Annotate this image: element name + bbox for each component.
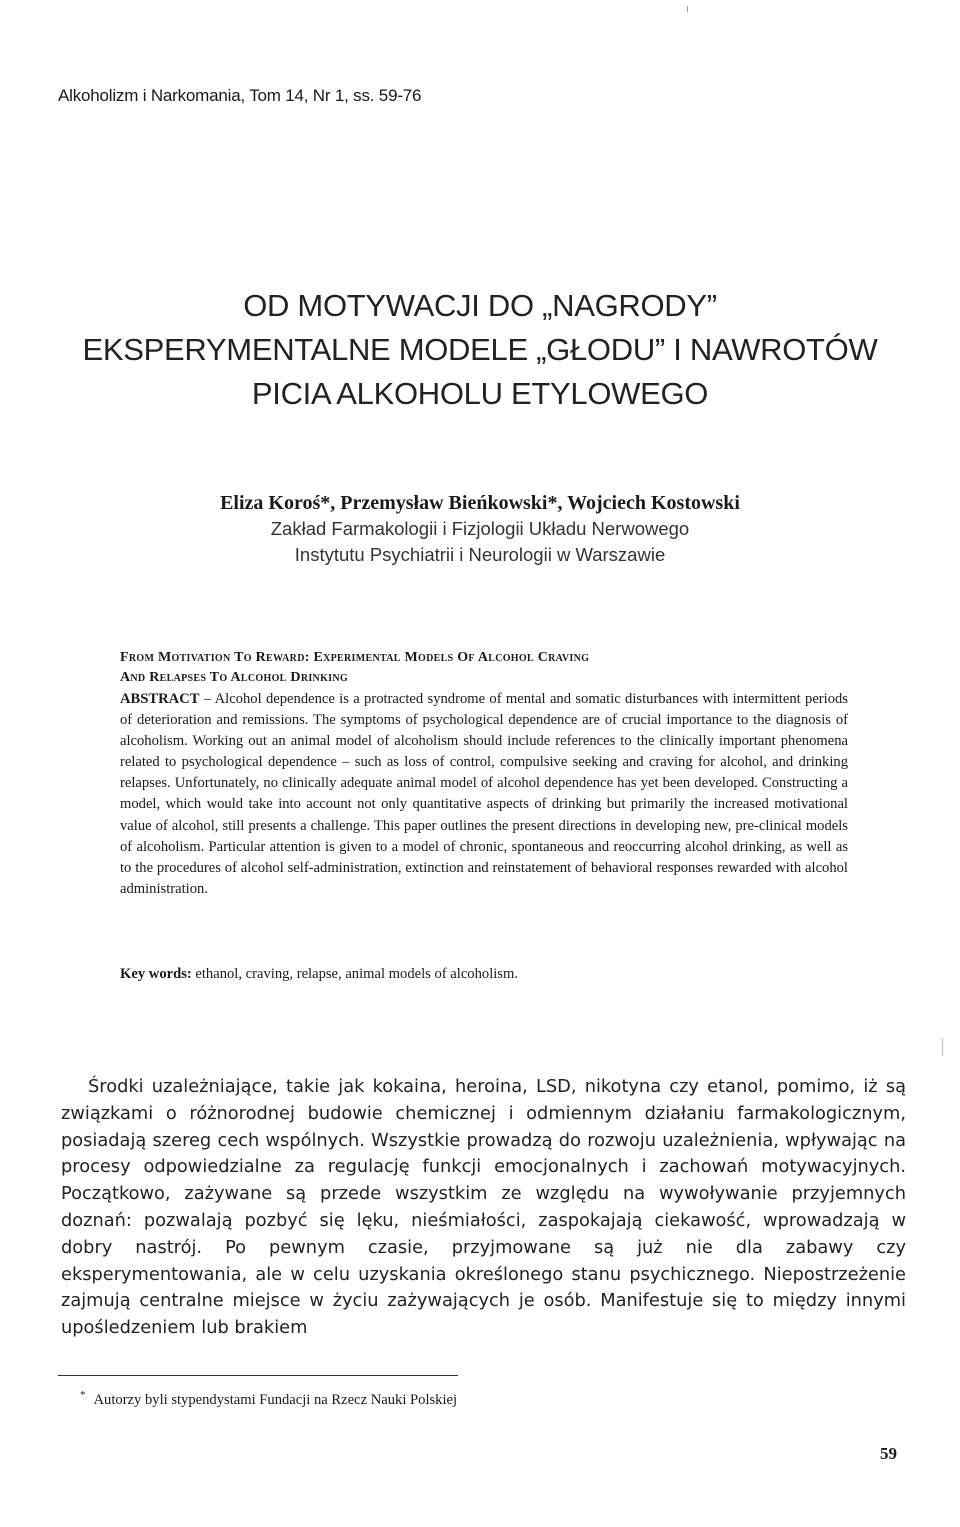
affiliation-line-1: Zakład Farmakologii i Fizjologii Układu Nerwowego (270, 518, 690, 539)
footnote (80, 1389, 458, 1409)
author-names: Eliza Koroś*, Przemysław Bieńkowski*, Wojciech Kostowski (220, 492, 740, 514)
english-title (120, 648, 860, 688)
title-line-1: OD MOTYWACJI DO „NAGRODY” (243, 288, 717, 323)
body-paragraph: Środki uzależniające, takie jak kokaina, heroina, LSD, nikotyna czy etanol, pomimo, iż są związkami o różnorodnej budowie chemicznej i odmiennym działaniu farmakologicznym, posiadają szereg cech wspólnych. Wszystkie prowadzą do rozwoju uzależnienia, wpływając na procesy odpowiedzialne za regulację funkcji emocjonalnych i zachowań motywacyjnych. Początkowo, zażywane są przede wszystkim ze względu na wywoływanie przyjemnych doznań: pozwalają pozbyć się lęku, nieśmiałości, zaspokajają ciekawość, wprowadzają w dobry nastrój. Po pewnym czasie, przyjmowane są już nie dla zabawy czy eksperymentowania, ale w celu uzyskania określonego stanu psychicznego. Niepostrzeżenie zajmują centralne miejsce w życiu zażywających je osób. Manifestuje się to między innymi upośledzeniem lub brakiem (61, 1076, 906, 1339)
footnote-mark: * (80, 1389, 86, 1401)
article-title (40, 284, 920, 416)
footnote-text: Autorzy byli stypendystami Fundacji na Rzecz Nauki Polskiej (93, 1392, 458, 1408)
title-line-2: EKSPERYMENTALNE MODELE „GŁODU” I NAWROTÓW (82, 332, 878, 367)
title-line-3: PICIA ALKOHOLU ETYLOWEGO (251, 376, 709, 411)
abstract-text: – Alcohol dependence is a protracted syndrome of mental and somatic disturbances with intermittent periods of deterioration and remissions. The symptoms of psychological dependence are of crucial importance to the diagnosis of alcoholism. Working out an animal model of alcoholism should include references to the clinically important phenomena related to psychological dependence – such as loss of control, compulsive seeking and craving for alcohol, and drinking relapses. Unfortunately, no clinically adequate animal model of alcohol dependence has yet been developed. Constructing a model, which would take into account not only quantitative aspects of drinking but primarily the increased motivational value of alcohol, still presents a challenge. This paper outlines the present directions in developing new, pre-clinical models of alcoholism. Particular attention is given to a model of chronic, spontaneous and reoccurring alcohol drinking, as well as to the procedures of alcohol self-administration, extinction and reinstatement of behavioral responses rewarded with alcohol administration. (120, 691, 848, 897)
affiliation-line-2: Instytutu Psychiatrii i Neurologii w Warszawie (294, 544, 666, 565)
keywords-label: Key words: (120, 966, 192, 982)
abstract-label: ABSTRACT (120, 691, 200, 707)
page-number: 59 (880, 1444, 897, 1463)
abstract (120, 689, 848, 900)
scan-artifact (942, 1038, 943, 1056)
footnote-divider (58, 1375, 458, 1376)
journal-citation: Alkoholizm i Narkomania, Tom 14, Nr 1, ss. 59-76 (58, 86, 422, 105)
scan-artifact (687, 6, 688, 12)
keywords-text: ethanol, craving, relapse, animal models of alcoholism. (191, 966, 518, 982)
keywords (120, 964, 848, 984)
author-block (60, 490, 900, 568)
english-title-line-1: From Motivation To Reward: Experimental Models Of Alcohol Craving (120, 650, 590, 665)
english-title-line-2: And Relapses To Alcohol Drinking (120, 670, 348, 685)
